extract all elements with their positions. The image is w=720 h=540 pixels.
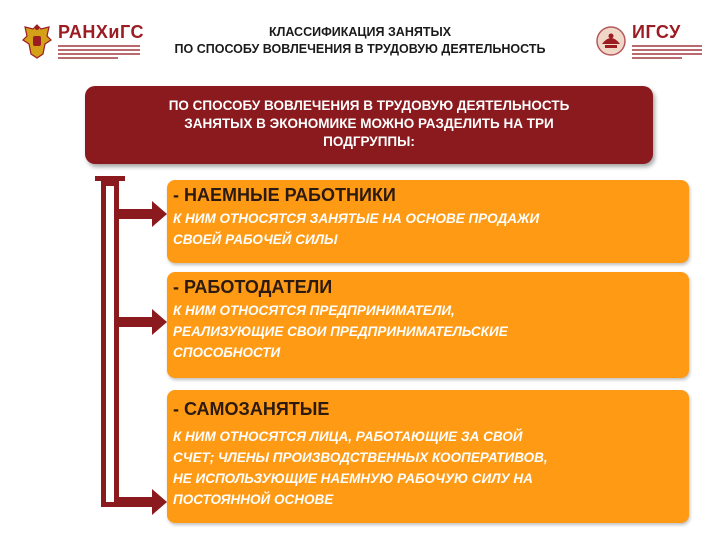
group-description-line: НЕ ИСПОЛЬЗУЮЩИЕ НАЕМНУЮ РАБОЧУЮ СИЛУ НА (173, 471, 533, 486)
group-description-line: К НИМ ОТНОСЯТСЯ ПРЕДПРИНИМАТЕЛИ, (173, 303, 455, 318)
arrow-icon (114, 201, 167, 227)
group-description (173, 300, 681, 363)
intro-line-2: ЗАНЯТЫХ В ЭКОНОМИКЕ МОЖНО РАЗДЕЛИТЬ НА ТРИ (184, 116, 554, 131)
group-card-employers (167, 272, 689, 378)
igsu-logo-name: ИГСУ (632, 21, 681, 42)
group-description (173, 426, 681, 510)
group-description-line: СЧЕТ; ЧЛЕНЫ ПРОИЗВОДСТВЕННЫХ КООПЕРАТИВОВ, (173, 450, 548, 465)
arrow-icon (114, 309, 167, 335)
group-card-employees (167, 180, 689, 263)
group-description (173, 208, 681, 250)
group-title: - САМОЗАНЯТЫЕ (173, 399, 330, 419)
group-description-line: ПОСТОЯННОЙ ОСНОВЕ (173, 492, 334, 507)
arrow-icon (114, 489, 167, 515)
group-description-line: СВОЕЙ РАБОЧЕЙ СИЛЫ (173, 232, 338, 247)
page-title-line-2: ПО СПОСОБУ ВОВЛЕЧЕНИЯ В ТРУДОВУЮ ДЕЯТЕЛЬНОСТЬ (174, 42, 546, 56)
group-title: - РАБОТОДАТЕЛИ (173, 277, 333, 297)
page-title-line-1: КЛАССИФИКАЦИЯ ЗАНЯТЫХ (268, 25, 452, 39)
group-description-line: СПОСОБНОСТИ (173, 345, 281, 360)
group-description-line: К НИМ ОТНОСЯТСЯ ЗАНЯТЫЕ НА ОСНОВЕ ПРОДАЖИ (173, 211, 540, 226)
group-card-self-employed (167, 390, 689, 523)
ranepa-logo-name: РАНХиГС (58, 21, 144, 42)
intro-line-3: ПОДГРУППЫ: (323, 134, 415, 149)
group-title: - НАЕМНЫЕ РАБОТНИКИ (173, 185, 396, 205)
group-description-line: РЕАЛИЗУЮЩИЕ СВОИ ПРЕДПРИНИМАТЕЛЬСКИЕ (173, 324, 508, 339)
group-description-line: К НИМ ОТНОСЯТСЯ ЛИЦА, РАБОТАЮЩИЕ ЗА СВОЙ (173, 429, 523, 444)
intro-line-1: ПО СПОСОБУ ВОВЛЕЧЕНИЯ В ТРУДОВУЮ ДЕЯТЕЛЬНОСТЬ (168, 98, 570, 113)
